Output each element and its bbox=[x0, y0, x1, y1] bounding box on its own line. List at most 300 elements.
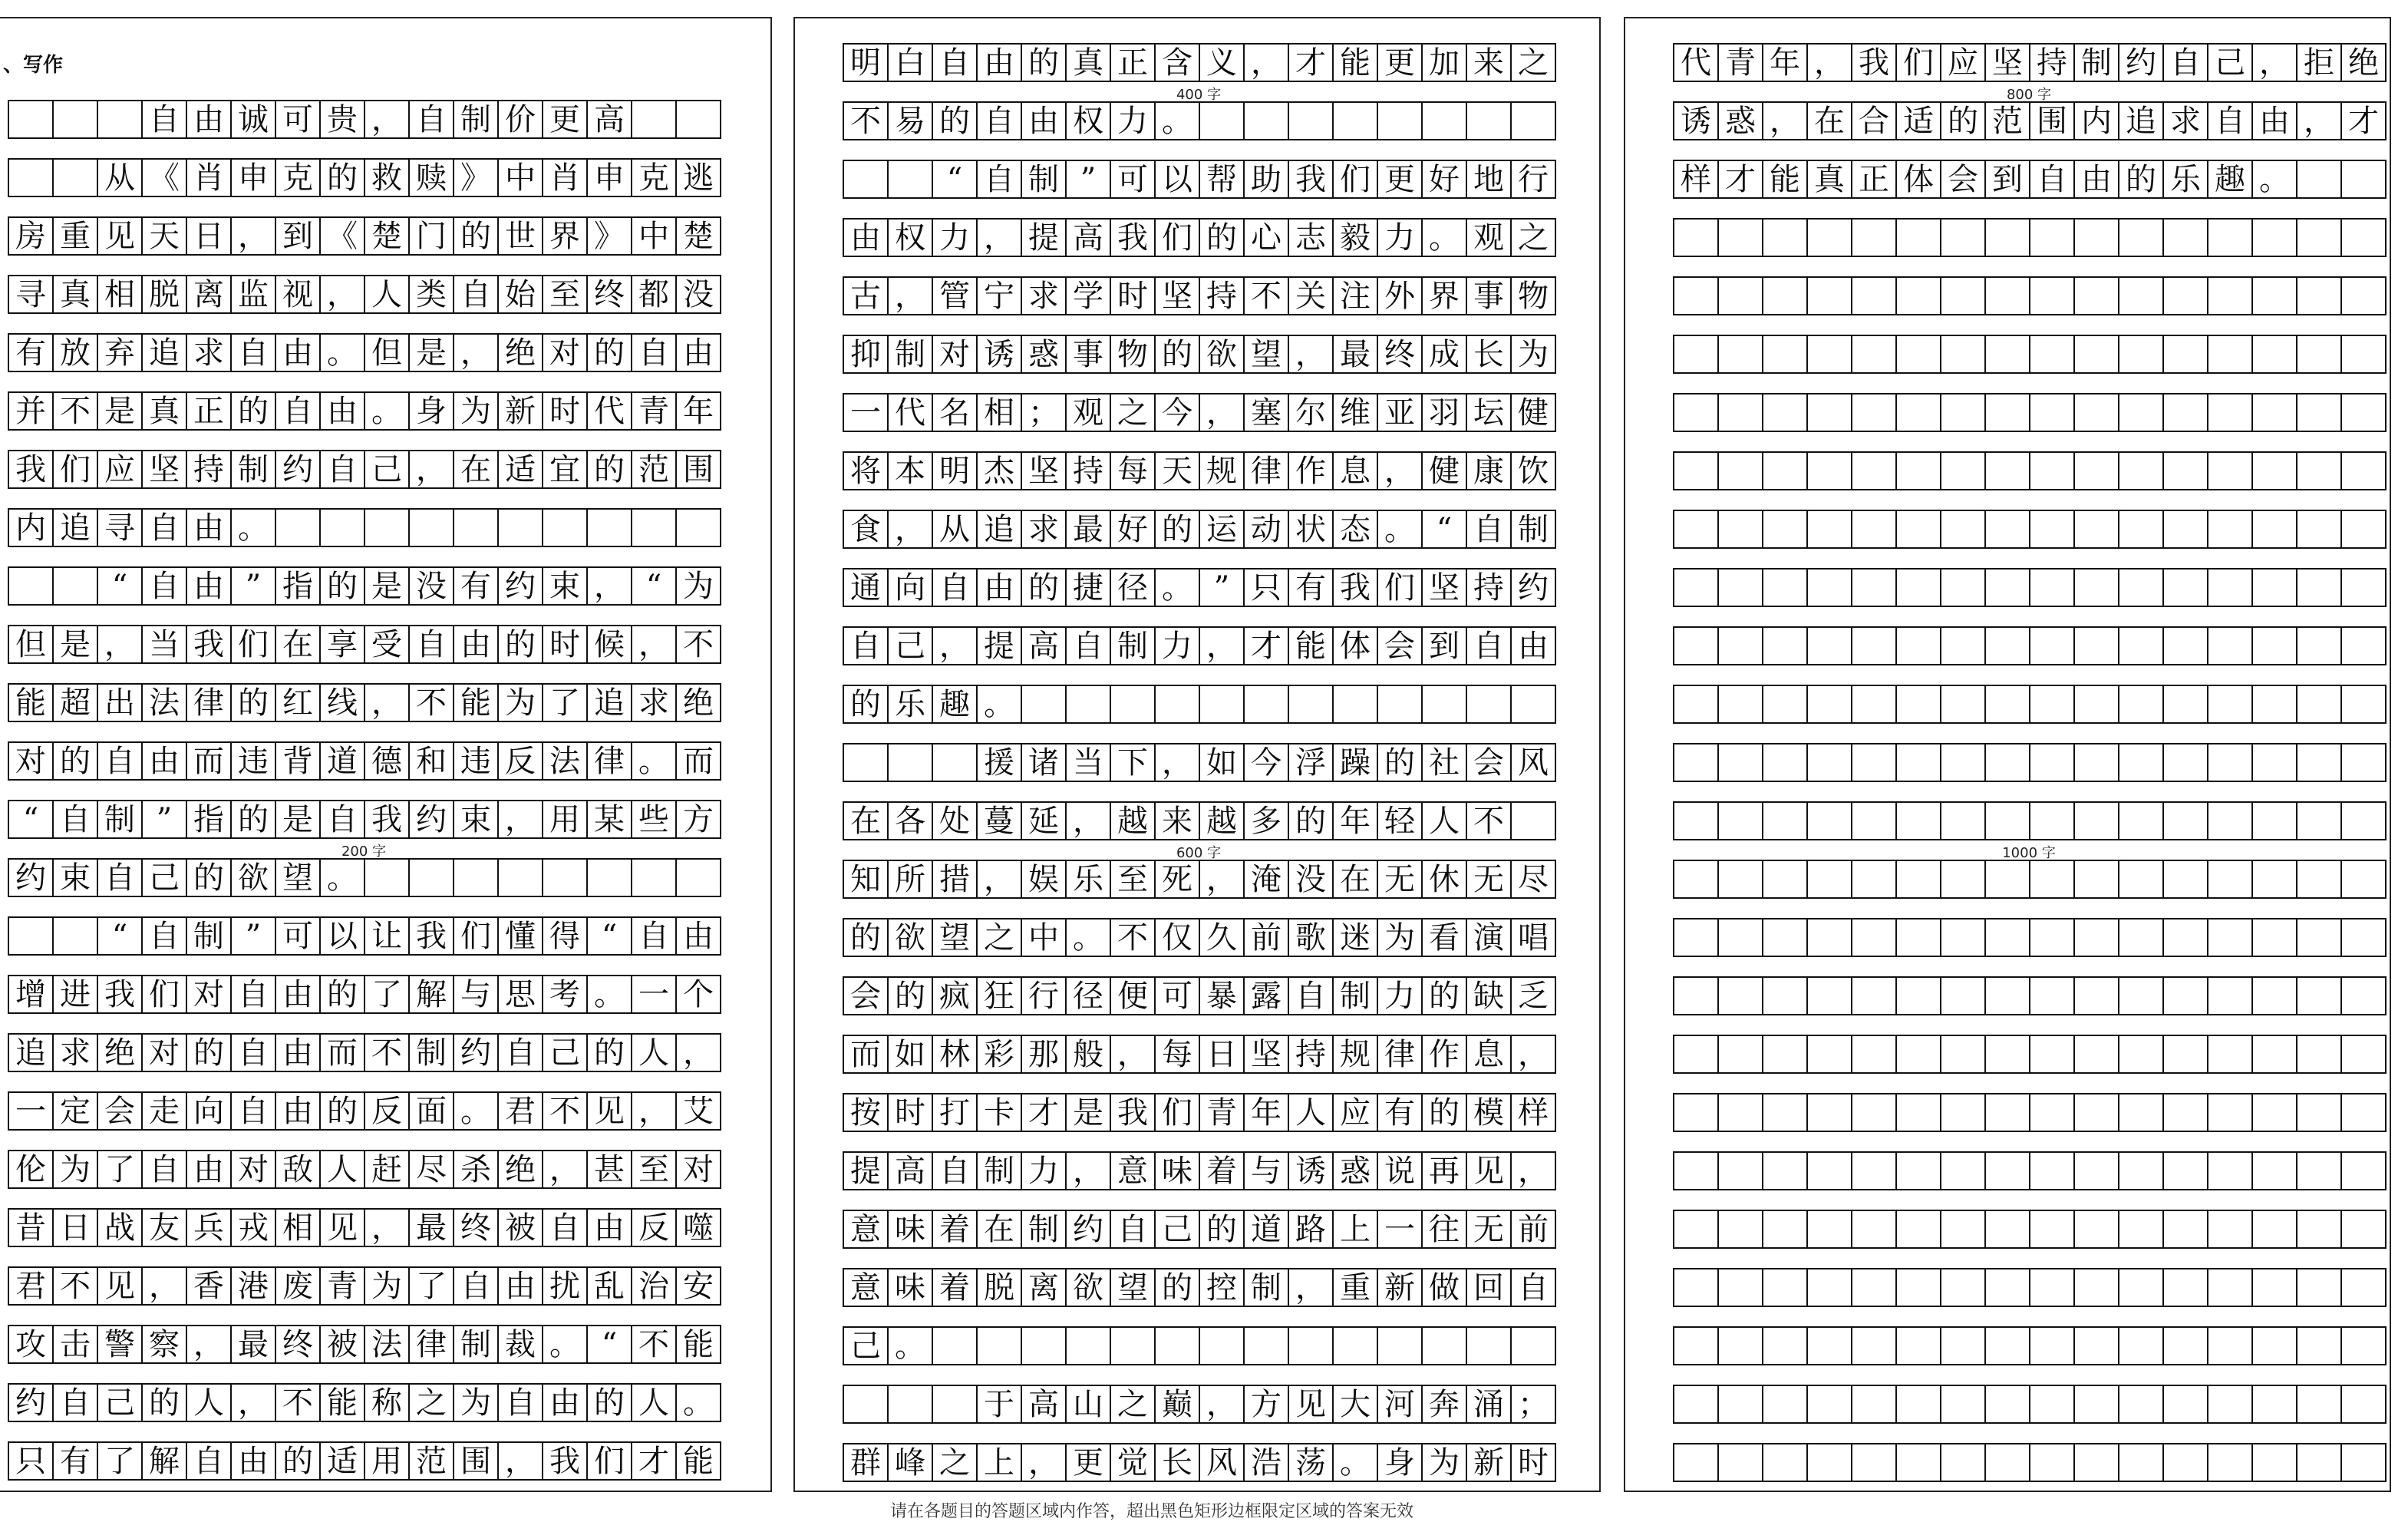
grid-cell: 意 bbox=[844, 1211, 889, 1247]
grid-cell: 各 bbox=[889, 803, 933, 839]
grid-cell: 的 bbox=[321, 1093, 365, 1129]
grid-cell: 面 bbox=[410, 1093, 454, 1129]
grid-cell: 才 bbox=[2342, 103, 2387, 139]
grid-cell: 于 bbox=[978, 1386, 1022, 1422]
grid-cell bbox=[1808, 453, 1852, 489]
grid-cell: 对 bbox=[187, 976, 232, 1012]
grid-cell: 食 bbox=[844, 511, 889, 547]
grid-cell bbox=[1986, 570, 2030, 606]
grid-cell bbox=[499, 510, 543, 546]
grid-cell: 亚 bbox=[1378, 395, 1423, 431]
grid-cell: 违 bbox=[232, 743, 276, 779]
grid-cell: 对 bbox=[933, 336, 978, 372]
answer-sheet-page-2 bbox=[793, 17, 1601, 1492]
grid-row bbox=[8, 1091, 721, 1131]
grid-cell bbox=[2164, 220, 2208, 256]
grid-cell: 最 bbox=[1334, 336, 1378, 372]
grid-cell: 自 bbox=[1111, 1211, 1156, 1247]
grid-cell bbox=[1674, 278, 1719, 314]
grid-cell bbox=[2253, 278, 2297, 314]
grid-cell: 味 bbox=[889, 1211, 933, 1247]
grid-cell: 有 bbox=[9, 335, 54, 371]
grid-row bbox=[1673, 335, 2387, 374]
grid-cell: 当 bbox=[1067, 744, 1111, 781]
grid-cell: 走 bbox=[143, 1093, 187, 1129]
grid-cell: 时 bbox=[1111, 278, 1156, 314]
grid-cell: 解 bbox=[410, 976, 454, 1012]
grid-cell: ， bbox=[1200, 395, 1245, 431]
grid-cell bbox=[2208, 1153, 2253, 1189]
grid-cell: 甚 bbox=[588, 1151, 632, 1187]
grid-cell: 增 bbox=[9, 976, 54, 1012]
grid-cell: 由 bbox=[454, 626, 499, 662]
grid-cell: 由 bbox=[844, 220, 889, 256]
grid-cell: 味 bbox=[1156, 1153, 1200, 1189]
grid-cell: ； bbox=[1512, 1386, 1556, 1422]
grid-cell: 暴 bbox=[1200, 978, 1245, 1014]
grid-cell bbox=[1067, 686, 1111, 722]
grid-cell: 代 bbox=[588, 393, 632, 429]
grid-cell: 巅 bbox=[1156, 1386, 1200, 1422]
grid-cell: 知 bbox=[844, 861, 889, 897]
grid-cell: 着 bbox=[933, 1211, 978, 1247]
grid-cell bbox=[1763, 336, 1808, 372]
grid-cell: 《 bbox=[143, 160, 187, 196]
grid-cell bbox=[2164, 1328, 2208, 1364]
grid-cell bbox=[1719, 978, 1763, 1014]
grid-cell: 救 bbox=[365, 160, 410, 196]
grid-cell: 维 bbox=[1334, 395, 1378, 431]
grid-cell: 来 bbox=[1156, 803, 1200, 839]
grid-cell: 求 bbox=[1022, 511, 1067, 547]
grid-cell: 新 bbox=[499, 393, 543, 429]
grid-cell bbox=[454, 510, 499, 546]
grid-cell bbox=[1852, 453, 1897, 489]
grid-cell: 每 bbox=[1156, 1036, 1200, 1072]
grid-row bbox=[843, 918, 1556, 957]
grid-cell bbox=[1763, 686, 1808, 722]
grid-cell bbox=[2208, 453, 2253, 489]
grid-cell: 们 bbox=[54, 451, 98, 487]
grid-cell: 从 bbox=[933, 511, 978, 547]
grid-cell: ， bbox=[632, 626, 677, 662]
grid-cell bbox=[1852, 803, 1897, 839]
grid-cell: ， bbox=[187, 1326, 232, 1362]
grid-cell: 自 bbox=[232, 1035, 276, 1071]
grid-cell bbox=[1986, 1036, 2030, 1072]
grid-cell bbox=[2297, 336, 2342, 372]
grid-cell: 自 bbox=[1512, 1269, 1556, 1306]
grid-cell bbox=[1941, 744, 1986, 781]
grid-cell bbox=[1289, 103, 1334, 139]
grid-cell bbox=[2208, 861, 2253, 897]
grid-cell: 约 bbox=[2119, 45, 2164, 81]
grid-cell: 安 bbox=[677, 1268, 721, 1304]
grid-cell: 觉 bbox=[1111, 1444, 1156, 1481]
grid-cell: 是 bbox=[410, 335, 454, 371]
grid-cell: 权 bbox=[889, 220, 933, 256]
grid-cell: 高 bbox=[889, 1153, 933, 1189]
grid-cell: 对 bbox=[677, 1151, 721, 1187]
grid-cell: 自 bbox=[1067, 628, 1111, 664]
grid-cell bbox=[2119, 1386, 2164, 1422]
grid-cell: 露 bbox=[1245, 978, 1289, 1014]
grid-cell: 高 bbox=[1022, 628, 1067, 664]
grid-row bbox=[843, 160, 1556, 199]
grid-cell: 申 bbox=[232, 160, 276, 196]
grid-cell: 的 bbox=[933, 103, 978, 139]
grid-cell: 约 bbox=[454, 1035, 499, 1071]
grid-cell bbox=[1674, 803, 1719, 839]
grid-cell: ， bbox=[365, 685, 410, 721]
grid-cell: 。 bbox=[2253, 161, 2297, 197]
grid-cell: 坚 bbox=[1156, 278, 1200, 314]
grid-cell bbox=[54, 160, 98, 196]
grid-cell: 有 bbox=[54, 1443, 98, 1479]
grid-cell: 追 bbox=[978, 511, 1022, 547]
grid-cell: 。 bbox=[1423, 220, 1467, 256]
grid-row bbox=[1673, 801, 2387, 840]
grid-cell: 前 bbox=[1512, 1211, 1556, 1247]
grid-cell: 人 bbox=[1289, 1094, 1334, 1131]
grid-cell: 不 bbox=[543, 1093, 588, 1129]
grid-cell bbox=[1986, 1211, 2030, 1247]
grid-cell: 由 bbox=[276, 976, 321, 1012]
grid-cell: 林 bbox=[933, 1036, 978, 1072]
grid-row bbox=[843, 335, 1556, 374]
grid-cell bbox=[2342, 570, 2387, 606]
grid-cell: 相 bbox=[276, 1210, 321, 1246]
grid-cell: 见 bbox=[98, 218, 143, 254]
grid-cell: 自 bbox=[54, 801, 98, 837]
grid-cell: 轻 bbox=[1378, 803, 1423, 839]
grid-cell: 友 bbox=[143, 1210, 187, 1246]
grid-cell: 不 bbox=[1245, 278, 1289, 314]
grid-cell bbox=[844, 744, 889, 781]
grid-cell: 好 bbox=[1423, 161, 1467, 197]
grid-cell bbox=[1674, 220, 1719, 256]
grid-cell: 范 bbox=[1986, 103, 2030, 139]
grid-cell: 不 bbox=[54, 1268, 98, 1304]
grid-cell bbox=[2164, 861, 2208, 897]
grid-cell bbox=[1674, 453, 1719, 489]
grid-cell bbox=[2253, 1153, 2297, 1189]
grid-cell: ， bbox=[232, 218, 276, 254]
grid-cell: 将 bbox=[844, 453, 889, 489]
grid-cell bbox=[1423, 1328, 1467, 1364]
grid-cell bbox=[2342, 395, 2387, 431]
grid-cell: 行 bbox=[1022, 978, 1067, 1014]
grid-cell bbox=[2119, 336, 2164, 372]
grid-cell bbox=[2075, 744, 2119, 781]
grid-cell: 风 bbox=[1200, 1444, 1245, 1481]
grid-cell: 上 bbox=[1334, 1211, 1378, 1247]
grid-cell bbox=[1986, 1269, 2030, 1306]
grid-cell bbox=[1512, 686, 1556, 722]
grid-cell: 正 bbox=[1852, 161, 1897, 197]
grid-cell: ， bbox=[232, 1385, 276, 1421]
grid-row bbox=[8, 216, 721, 256]
grid-cell bbox=[2342, 803, 2387, 839]
grid-cell: 自 bbox=[232, 1093, 276, 1129]
grid-cell: 上 bbox=[978, 1444, 1022, 1481]
grid-cell bbox=[1719, 1036, 1763, 1072]
grid-cell: 中 bbox=[499, 160, 543, 196]
grid-cell: 乐 bbox=[1067, 861, 1111, 897]
grid-cell bbox=[1200, 103, 1245, 139]
grid-cell bbox=[2342, 1036, 2387, 1072]
grid-cell: 适 bbox=[321, 1443, 365, 1479]
grid-cell bbox=[1719, 278, 1763, 314]
grid-cell bbox=[2297, 978, 2342, 1014]
grid-cell bbox=[1986, 861, 2030, 897]
grid-cell bbox=[2208, 1094, 2253, 1131]
grid-cell bbox=[1852, 220, 1897, 256]
grid-cell: 抑 bbox=[844, 336, 889, 372]
grid-cell: 捷 bbox=[1067, 570, 1111, 606]
grid-cell: 提 bbox=[844, 1153, 889, 1189]
grid-cell: 日 bbox=[187, 218, 232, 254]
grid-cell: 寻 bbox=[98, 510, 143, 546]
grid-cell: 制 bbox=[410, 1035, 454, 1071]
grid-row bbox=[1673, 1035, 2387, 1074]
grid-cell: 红 bbox=[276, 685, 321, 721]
grid-cell bbox=[1719, 861, 1763, 897]
grid-cell: 好 bbox=[1111, 511, 1156, 547]
grid-cell bbox=[2208, 220, 2253, 256]
grid-cell bbox=[2075, 511, 2119, 547]
grid-cell: 有 bbox=[1289, 570, 1334, 606]
grid-cell: 以 bbox=[321, 918, 365, 954]
grid-cell bbox=[2075, 628, 2119, 664]
grid-cell bbox=[1808, 803, 1852, 839]
grid-cell: 自 bbox=[98, 860, 143, 896]
grid-row bbox=[1673, 1385, 2387, 1424]
grid-cell bbox=[1941, 1269, 1986, 1306]
grid-cell: 唱 bbox=[1512, 919, 1556, 956]
grid-cell: 见 bbox=[1467, 1153, 1512, 1189]
grid-cell: 诱 bbox=[978, 336, 1022, 372]
grid-cell bbox=[410, 860, 454, 896]
grid-cell: 。 bbox=[978, 686, 1022, 722]
grid-cell: 诱 bbox=[1289, 1153, 1334, 1189]
grid-cell: 含 bbox=[1156, 45, 1200, 81]
grid-cell: 真 bbox=[143, 393, 187, 429]
grid-cell: 事 bbox=[1467, 278, 1512, 314]
grid-cell: 无 bbox=[1378, 861, 1423, 897]
grid-cell bbox=[2030, 744, 2075, 781]
grid-cell: 真 bbox=[1808, 161, 1852, 197]
grid-cell bbox=[2253, 978, 2297, 1014]
grid-cell: 兵 bbox=[187, 1210, 232, 1246]
grid-cell bbox=[1852, 628, 1897, 664]
grid-cell: 的 bbox=[1289, 803, 1334, 839]
grid-cell: 动 bbox=[1245, 511, 1289, 547]
grid-cell: 会 bbox=[844, 978, 889, 1014]
grid-cell bbox=[2119, 1269, 2164, 1306]
grid-cell bbox=[2297, 1036, 2342, 1072]
grid-cell bbox=[2208, 803, 2253, 839]
grid-cell: ， bbox=[889, 511, 933, 547]
grid-cell: 青 bbox=[1200, 1094, 1245, 1131]
grid-cell bbox=[1719, 1328, 1763, 1364]
grid-cell: 不 bbox=[276, 1385, 321, 1421]
grid-row bbox=[8, 100, 721, 139]
grid-cell: 戎 bbox=[232, 1210, 276, 1246]
grid-cell bbox=[2119, 1094, 2164, 1131]
grid-row bbox=[1673, 276, 2387, 315]
grid-cell: 健 bbox=[1423, 453, 1467, 489]
grid-cell bbox=[98, 101, 143, 137]
word-count-marker: 200 字 bbox=[341, 844, 387, 860]
grid-cell: 日 bbox=[1200, 1036, 1245, 1072]
grid-cell: 自 bbox=[844, 628, 889, 664]
grid-cell bbox=[2297, 1328, 2342, 1364]
grid-cell bbox=[2030, 570, 2075, 606]
grid-cell bbox=[2342, 978, 2387, 1014]
grid-row bbox=[1673, 1093, 2387, 1132]
grid-cell bbox=[1852, 336, 1897, 372]
grid-cell: 持 bbox=[2030, 45, 2075, 81]
grid-cell bbox=[1674, 1211, 1719, 1247]
grid-cell bbox=[1808, 628, 1852, 664]
grid-cell: 得 bbox=[543, 918, 588, 954]
grid-cell bbox=[1763, 803, 1808, 839]
grid-cell: 的 bbox=[143, 1385, 187, 1421]
grid-cell: 所 bbox=[889, 861, 933, 897]
grid-cell: 之 bbox=[1111, 395, 1156, 431]
grid-cell bbox=[1763, 395, 1808, 431]
grid-cell: 从 bbox=[98, 160, 143, 196]
grid-cell bbox=[454, 860, 499, 896]
grid-cell bbox=[1941, 1153, 1986, 1189]
grid-cell: 反 bbox=[365, 1093, 410, 1129]
grid-cell bbox=[1674, 919, 1719, 956]
grid-cell bbox=[2030, 336, 2075, 372]
grid-cell: 说 bbox=[1378, 1153, 1423, 1189]
grid-cell: 没 bbox=[677, 276, 721, 312]
grid-cell: 至 bbox=[632, 1151, 677, 1187]
grid-cell: 肖 bbox=[187, 160, 232, 196]
grid-cell bbox=[2075, 1328, 2119, 1364]
grid-cell: 杰 bbox=[978, 453, 1022, 489]
grid-cell bbox=[1941, 220, 1986, 256]
grid-cell bbox=[1986, 511, 2030, 547]
grid-cell: 弃 bbox=[98, 335, 143, 371]
grid-cell: 高 bbox=[588, 101, 632, 137]
grid-cell: 自 bbox=[321, 801, 365, 837]
grid-cell: 更 bbox=[1378, 45, 1423, 81]
grid-cell: 制 bbox=[454, 101, 499, 137]
grid-cell: 饮 bbox=[1512, 453, 1556, 489]
grid-cell: 制 bbox=[187, 918, 232, 954]
grid-cell bbox=[2342, 161, 2387, 197]
grid-cell: 自 bbox=[1467, 511, 1512, 547]
grid-cell: 山 bbox=[1067, 1386, 1111, 1422]
grid-cell: 自 bbox=[978, 161, 1022, 197]
grid-cell: 有 bbox=[454, 568, 499, 604]
grid-cell: 自 bbox=[321, 451, 365, 487]
grid-cell: 律 bbox=[410, 1326, 454, 1362]
grid-cell bbox=[2030, 278, 2075, 314]
grid-cell bbox=[2030, 978, 2075, 1014]
grid-cell: 律 bbox=[588, 743, 632, 779]
grid-cell bbox=[2253, 1036, 2297, 1072]
grid-cell: ” bbox=[1200, 570, 1245, 606]
grid-cell: 那 bbox=[1022, 1036, 1067, 1072]
grid-cell: 健 bbox=[1512, 395, 1556, 431]
grid-row bbox=[8, 625, 721, 664]
grid-cell: 都 bbox=[632, 276, 677, 312]
grid-cell: 在 bbox=[1808, 103, 1852, 139]
grid-cell bbox=[1941, 511, 1986, 547]
grid-cell bbox=[54, 568, 98, 604]
grid-cell bbox=[2164, 686, 2208, 722]
grid-cell bbox=[1808, 1386, 1852, 1422]
grid-cell: 的 bbox=[588, 335, 632, 371]
grid-cell bbox=[1852, 570, 1897, 606]
grid-cell: 打 bbox=[933, 1094, 978, 1131]
grid-cell bbox=[1852, 395, 1897, 431]
grid-cell bbox=[365, 510, 410, 546]
grid-cell: 。 bbox=[588, 976, 632, 1012]
grid-cell: 自 bbox=[933, 45, 978, 81]
grid-cell: 力 bbox=[1022, 1153, 1067, 1189]
grid-cell bbox=[1897, 1386, 1941, 1422]
grid-cell: 体 bbox=[1334, 628, 1378, 664]
grid-cell: 法 bbox=[143, 685, 187, 721]
grid-cell bbox=[276, 510, 321, 546]
grid-cell: 了 bbox=[365, 976, 410, 1012]
grid-cell: 我 bbox=[187, 626, 232, 662]
grid-cell: 白 bbox=[889, 45, 933, 81]
grid-cell bbox=[2030, 1094, 2075, 1131]
grid-cell bbox=[1808, 278, 1852, 314]
grid-cell: 些 bbox=[632, 801, 677, 837]
grid-cell: 内 bbox=[2075, 103, 2119, 139]
grid-cell: 用 bbox=[543, 801, 588, 837]
grid-cell bbox=[2075, 1269, 2119, 1306]
grid-cell: 迷 bbox=[1334, 919, 1378, 956]
grid-row bbox=[1673, 510, 2387, 549]
grid-cell: 长 bbox=[1156, 1444, 1200, 1481]
grid-row bbox=[1673, 976, 2387, 1015]
grid-cell: 我 bbox=[1852, 45, 1897, 81]
grid-cell: 力 bbox=[933, 220, 978, 256]
grid-cell: ， bbox=[1156, 744, 1200, 781]
grid-cell bbox=[2208, 1328, 2253, 1364]
grid-cell bbox=[1808, 1094, 1852, 1131]
grid-cell: 羽 bbox=[1423, 395, 1467, 431]
grid-cell bbox=[2253, 336, 2297, 372]
grid-cell bbox=[2075, 1444, 2119, 1481]
grid-cell: 躁 bbox=[1334, 744, 1378, 781]
grid-cell: 再 bbox=[1423, 1153, 1467, 1189]
grid-cell bbox=[2253, 453, 2297, 489]
grid-cell: 之 bbox=[1111, 1386, 1156, 1422]
grid-cell bbox=[1986, 1444, 2030, 1481]
grid-cell bbox=[933, 1386, 978, 1422]
grid-cell: 的 bbox=[1941, 103, 1986, 139]
grid-cell: 。 bbox=[889, 1328, 933, 1364]
grid-cell bbox=[1763, 1211, 1808, 1247]
grid-cell bbox=[2075, 1094, 2119, 1131]
grid-cell: 宜 bbox=[543, 451, 588, 487]
grid-cell bbox=[1852, 1328, 1897, 1364]
grid-cell bbox=[2208, 511, 2253, 547]
grid-cell bbox=[1852, 1094, 1897, 1131]
grid-cell: ， bbox=[1763, 103, 1808, 139]
